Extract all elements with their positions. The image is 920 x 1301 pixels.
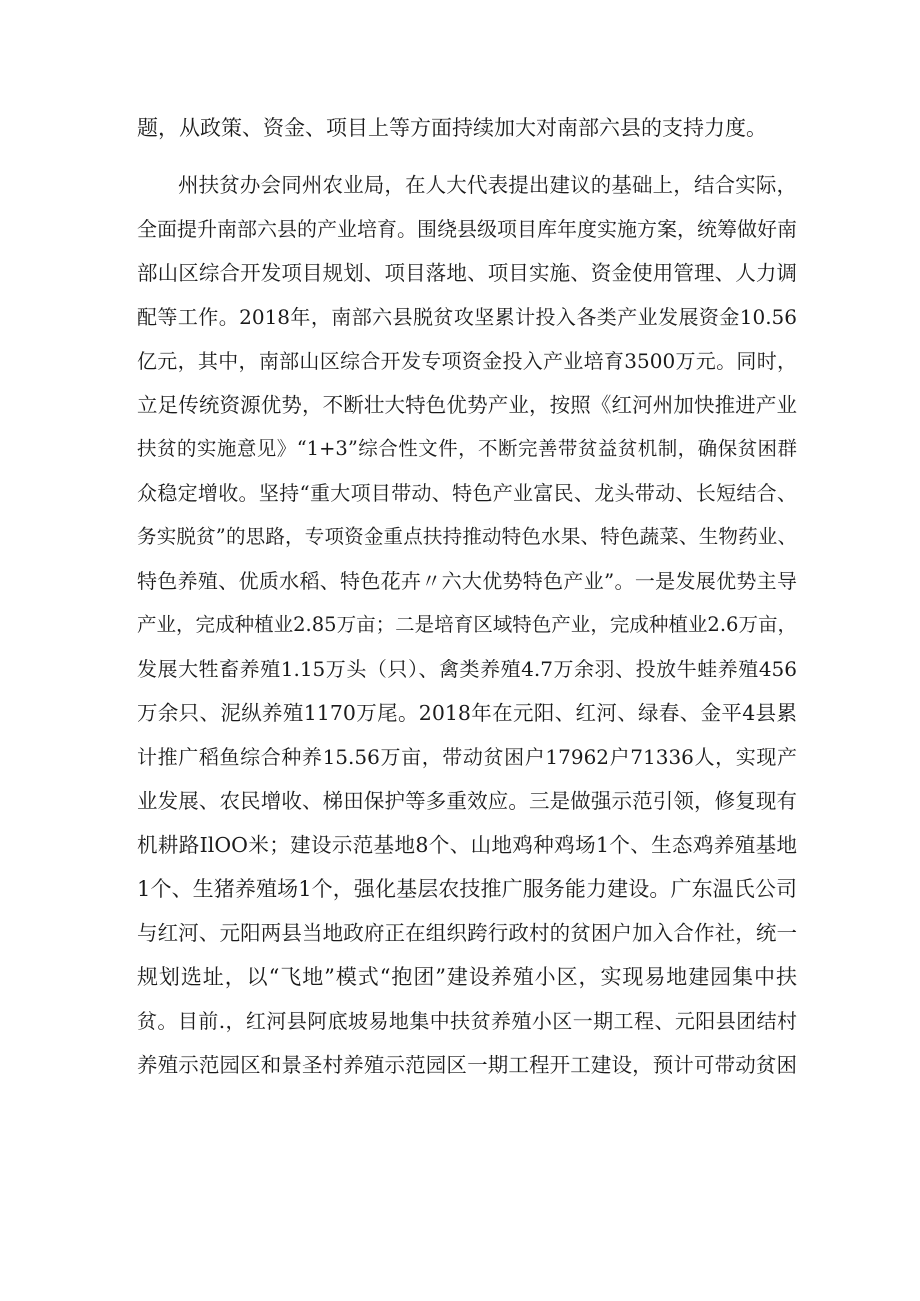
text-line: 特色养殖、优质水稻、特色花卉〃六大优势特色产业”。一是发展优势主导 [137, 569, 797, 593]
text-line: 产业，完成种植业2.85万亩；二是培育区域特色产业，完成种植业2.6万亩， [137, 613, 797, 636]
text-line: 部山区综合开发项目规划、项目落地、项目实施、资金使用管理、人力调 [137, 261, 797, 285]
text-line: 立足传统资源优势，不断壮大特色优势产业，按照《红河州加快推进产业 [137, 393, 797, 417]
text-line: 发展大牲畜养殖1.15万头（只）、禽类养殖4.7万余羽、投放牛蛙养殖456 [137, 657, 797, 681]
text-line: 配等工作。2018年，南部六县脱贫攻坚累计投入各类产业发展资金10.56 [137, 305, 797, 329]
text-line: 1个、生猪养殖场1个，强化基层农技推广服务能力建设。广东温氏公司 [137, 877, 797, 901]
text-line: 题，从政策、资金、项目上等方面持续加大对南部六县的支持力度。 [137, 116, 767, 140]
text-line: 州扶贫办会同州农业局，在人大代表提出建议的基础上，结合实际， [178, 173, 797, 197]
text-line: 贫。目前.，红河县阿底坡易地集中扶贫养殖小区一期工程、元阳县团结村 [137, 1009, 797, 1033]
text-line: 全面提升南部六县的产业培育。围绕县级项目库年度实施方案，统筹做好南 [137, 217, 797, 241]
text-line: 计推广稻鱼综合种养15.56万亩，带动贫困户17962户71336人，实现产 [137, 745, 797, 769]
text-line: 与红河、元阳两县当地政府正在组织跨行政村的贫困户加入合作社，统一 [137, 921, 797, 945]
text-line: 万余只、泥纵养殖1170万尾。2018年在元阳、红河、绿春、金平4县累 [137, 701, 797, 725]
text-line: 养殖示范园区和景圣村养殖示范园区一期工程开工建设，预计可带动贫困 [137, 1053, 797, 1077]
text-line: 扶贫的实施意见》“1+3”综合性文件，不断完善带贫益贫机制，确保贫困群 [137, 437, 797, 460]
text-line: 业发展、农民增收、梯田保护等多重效应。三是做强示范引领，修复现有 [137, 789, 797, 813]
text-line: 亿元，其中，南部山区综合开发专项资金投入产业培育3500万元。同时， [137, 349, 797, 373]
text-line: 规划选址，以“飞地”模式“抱团”建设养殖小区，实现易地建园集中扶 [137, 965, 797, 989]
text-line: 机耕路IlOO米；建设示范基地8个、山地鸡种鸡场1个、生态鸡养殖基地 [137, 833, 797, 857]
text-line: 务实脱贫”的思路，专项资金重点扶持推动特色水果、特色蔬菜、生物药业、 [137, 525, 797, 548]
text-line: 众稳定增收。坚持“重大项目带动、特色产业富民、龙头带动、长短结合、 [137, 481, 797, 505]
